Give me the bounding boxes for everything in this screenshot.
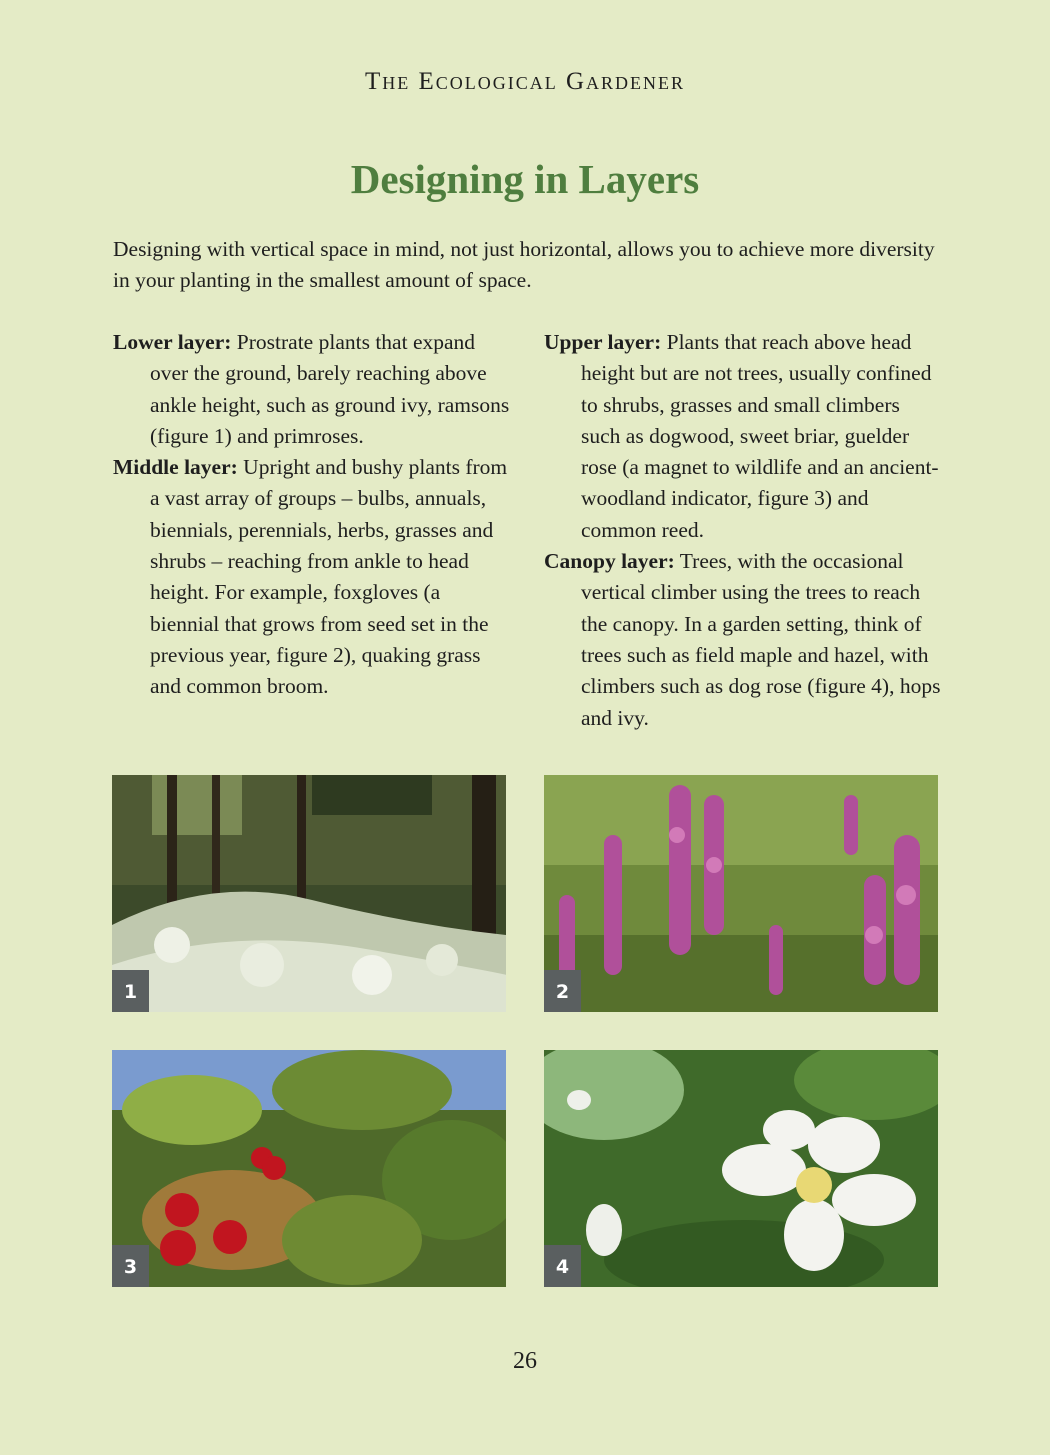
intro-paragraph: Designing with vertical space in mind, not just horizontal, allows you to achieve more diversity in your planting in the smallest amount of space. — [113, 237, 935, 292]
figure-3-guelder-rose-photo — [112, 1050, 506, 1287]
figure-1-ramsons-photo — [112, 775, 506, 1012]
page-title: Designing in Layers — [350, 156, 700, 202]
middle-layer-term: Middle layer: — [113, 455, 238, 480]
figure-2-foxgloves-photo — [544, 775, 938, 1012]
lower-layer-text: Prostrate plants that expand over the ground, barely reaching above ankle height, such as ground ivy, ramsons (figure 1) and primroses. — [150, 330, 510, 448]
middle-layer-text: Upright and bushy plants from a vast array of groups – bulbs, annuals, biennials, perennials, herbs, grasses and shrubs – reaching from ankle to head height. For example, foxgloves (a biennial that grows from seed set in the previous year, figure 2), quaking grass and common broom. — [150, 455, 508, 699]
upper-layer-text: Plants that reach above head height but are not trees, usually confined to shrubs, grasses and small climbers such as dogwood, sweet briar, guelder rose (a magnet to wildlife and an ancient-woodland indicator, figure 3) and common reed. — [581, 330, 939, 542]
left-column — [113, 327, 513, 703]
figure-4-badge: 4 — [544, 1245, 581, 1287]
figure-3-badge: 3 — [112, 1245, 149, 1287]
page-number: 26 — [513, 1348, 537, 1374]
running-head: The Ecological Gardener — [364, 68, 686, 95]
right-column — [544, 327, 944, 734]
figure-2-badge: 2 — [544, 970, 581, 1012]
canopy-layer-text: Trees, with the occasional vertical climber using the trees to reach the canopy. In a garden setting, think of trees such as field maple and hazel, with climbers such as dog rose (figure 4), hops and ivy. — [581, 549, 941, 730]
canopy-layer-term: Canopy layer: — [544, 549, 675, 574]
upper-layer-term: Upper layer: — [544, 330, 662, 354]
figure-4-dog-rose-photo — [544, 1050, 938, 1287]
figure-1-badge: 1 — [112, 970, 149, 1012]
lower-layer-term: Lower layer: — [113, 330, 232, 354]
upper-layer-entry — [544, 327, 944, 546]
canopy-layer-entry — [544, 546, 944, 734]
middle-layer-entry — [113, 452, 513, 702]
lower-layer-entry — [113, 327, 513, 452]
